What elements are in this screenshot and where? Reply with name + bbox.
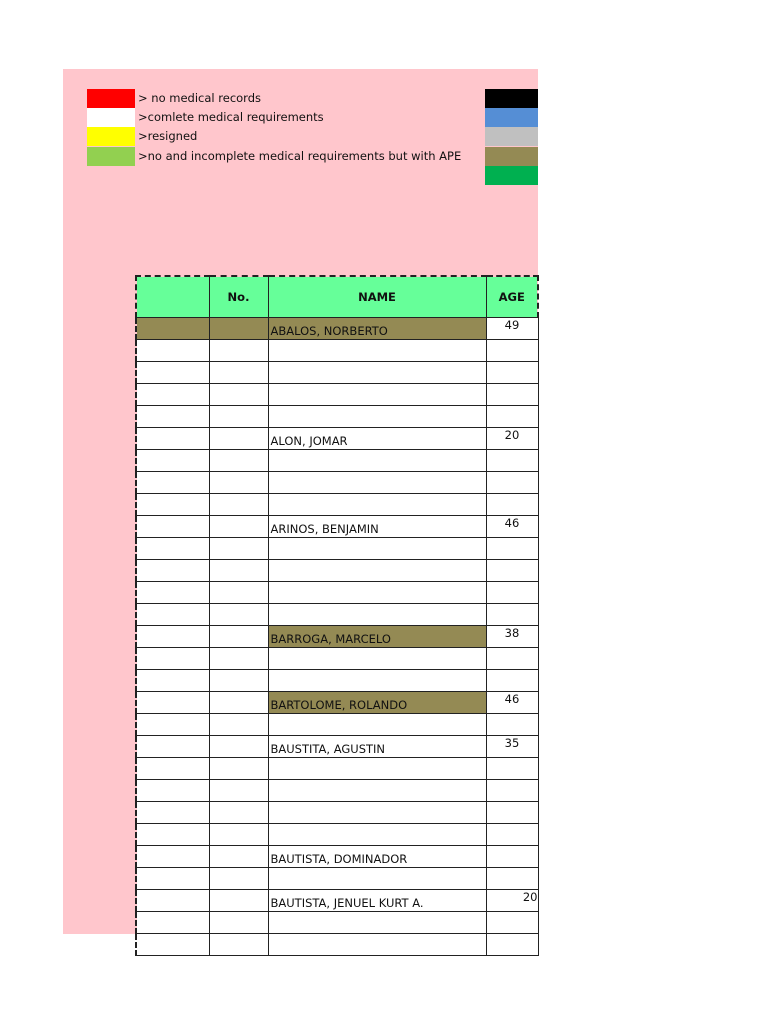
legend-swatch-red [87,89,135,108]
row-age-cell[interactable]: 46 [486,516,538,538]
row-age-cell[interactable] [486,824,538,846]
row-name-cell[interactable] [268,714,486,736]
table-row [136,736,538,758]
table-row [136,340,538,362]
row-no-cell[interactable] [209,406,268,428]
legend-label-resigned: >resigned [138,129,198,143]
right-swatch-gray [485,127,538,146]
row-no-cell[interactable] [209,846,268,868]
row-blank-cell[interactable] [136,824,209,846]
row-blank-cell[interactable] [136,758,209,780]
table-row [136,670,538,692]
legend-swatch-yellow [87,127,135,146]
row-name-cell[interactable] [268,384,486,406]
table-row [136,582,538,604]
row-blank-cell[interactable] [136,626,209,648]
row-age-cell[interactable] [486,802,538,824]
row-name-cell[interactable] [268,868,486,890]
row-blank-cell[interactable] [136,736,209,758]
row-no-cell[interactable] [209,604,268,626]
table-row [136,560,538,582]
row-no-cell[interactable] [209,758,268,780]
table-row [136,802,538,824]
row-no-cell[interactable] [209,802,268,824]
row-age-cell[interactable] [486,538,538,560]
row-name-cell[interactable] [268,494,486,516]
row-no-cell[interactable] [209,384,268,406]
row-name-cell[interactable] [268,362,486,384]
row-name-cell[interactable]: ABALOS, NORBERTO [268,318,486,340]
row-name-cell[interactable] [268,912,486,934]
table-row [136,406,538,428]
table-row [136,362,538,384]
row-blank-cell[interactable] [136,560,209,582]
row-blank-cell[interactable] [136,362,209,384]
row-blank-cell[interactable] [136,670,209,692]
row-name-cell[interactable] [268,538,486,560]
legend-swatch-green [87,147,135,166]
row-no-cell[interactable] [209,560,268,582]
table-row [136,538,538,560]
row-blank-cell[interactable] [136,406,209,428]
row-no-cell[interactable] [209,626,268,648]
table-row [136,648,538,670]
row-age-cell[interactable] [486,648,538,670]
header-age[interactable]: AGE [486,276,538,318]
row-name-cell[interactable]: ALON, JOMAR [268,428,486,450]
row-age-cell[interactable] [486,846,538,868]
row-age-cell[interactable]: 35 [486,736,538,758]
row-age-cell[interactable] [486,670,538,692]
row-name-cell[interactable]: BARROGA, MARCELO [268,626,486,648]
table-row [136,824,538,846]
row-no-cell[interactable] [209,912,268,934]
row-age-cell[interactable] [486,582,538,604]
table-row [136,868,538,890]
row-blank-cell[interactable] [136,494,209,516]
row-name-cell[interactable] [268,824,486,846]
employee-table [135,275,539,956]
row-no-cell[interactable] [209,340,268,362]
row-age-cell[interactable] [486,714,538,736]
right-swatch-green [485,166,538,185]
row-blank-cell[interactable] [136,450,209,472]
legend-label-ape: >no and incomplete medical requirements but with APE [138,149,462,163]
row-blank-cell[interactable] [136,340,209,362]
row-name-cell[interactable] [268,406,486,428]
row-no-cell[interactable] [209,428,268,450]
row-name-cell[interactable] [268,472,486,494]
row-blank-cell[interactable] [136,538,209,560]
header-no[interactable]: No. [209,276,268,318]
legend-label-complete: >comlete medical requirements [138,110,324,124]
table-row [136,714,538,736]
row-age-cell[interactable]: 20 [486,890,538,912]
table-row [136,912,538,934]
row-blank-cell[interactable] [136,604,209,626]
table-row [136,604,538,626]
row-age-cell[interactable] [486,868,538,890]
row-age-cell[interactable] [486,780,538,802]
row-blank-cell[interactable] [136,802,209,824]
row-age-cell[interactable]: 46 [486,692,538,714]
row-blank-cell[interactable] [136,318,209,340]
table-row [136,516,538,538]
row-no-cell[interactable] [209,868,268,890]
row-age-cell[interactable] [486,604,538,626]
row-blank-cell[interactable] [136,934,209,956]
row-no-cell[interactable] [209,516,268,538]
row-name-cell[interactable] [268,780,486,802]
header-name[interactable]: NAME [268,276,486,318]
row-blank-cell[interactable] [136,780,209,802]
table-row [136,450,538,472]
row-no-cell[interactable] [209,472,268,494]
row-no-cell[interactable] [209,736,268,758]
row-no-cell[interactable] [209,494,268,516]
table-row [136,758,538,780]
row-blank-cell[interactable] [136,890,209,912]
row-name-cell[interactable] [268,670,486,692]
row-no-cell[interactable] [209,450,268,472]
row-blank-cell[interactable] [136,516,209,538]
row-blank-cell[interactable] [136,384,209,406]
table-row [136,428,538,450]
legend-label-no-records: > no medical records [138,91,261,105]
row-name-cell[interactable] [268,560,486,582]
table-row [136,890,538,912]
row-blank-cell[interactable] [136,868,209,890]
row-name-cell[interactable] [268,450,486,472]
row-age-cell[interactable] [486,384,538,406]
table-row [136,934,538,956]
row-no-cell[interactable] [209,362,268,384]
row-blank-cell[interactable] [136,846,209,868]
table-row [136,384,538,406]
right-swatch-black [485,89,538,108]
table-row [136,846,538,868]
table-row [136,494,538,516]
row-age-cell[interactable] [486,912,538,934]
row-no-cell[interactable] [209,780,268,802]
table-row [136,780,538,802]
row-age-cell[interactable] [486,560,538,582]
row-blank-cell[interactable] [136,692,209,714]
row-name-cell[interactable] [268,582,486,604]
right-swatch-blue [485,108,538,127]
row-age-cell[interactable] [486,494,538,516]
row-name-cell[interactable]: BARTOLOME, ROLANDO [268,692,486,714]
row-age-cell[interactable] [486,934,538,956]
row-age-cell[interactable] [486,340,538,362]
row-blank-cell[interactable] [136,912,209,934]
row-age-cell[interactable] [486,472,538,494]
row-no-cell[interactable] [209,824,268,846]
row-no-cell[interactable] [209,670,268,692]
row-no-cell[interactable] [209,934,268,956]
row-blank-cell[interactable] [136,648,209,670]
row-age-cell[interactable]: 20 [486,428,538,450]
row-blank-cell[interactable] [136,472,209,494]
table-row [136,626,538,648]
row-blank-cell[interactable] [136,714,209,736]
row-name-cell[interactable] [268,648,486,670]
row-no-cell[interactable] [209,714,268,736]
row-age-cell[interactable] [486,406,538,428]
table-row [136,692,538,714]
table-row [136,318,538,340]
row-name-cell[interactable]: BAUTISTA, DOMINADOR [268,846,486,868]
table-row [136,472,538,494]
row-name-cell[interactable]: BAUSTITA, AGUSTIN [268,736,486,758]
row-name-cell[interactable] [268,340,486,362]
legend-swatch-white [87,108,135,127]
table-header-row [136,276,538,318]
row-name-cell[interactable] [268,604,486,626]
row-name-cell[interactable] [268,802,486,824]
row-no-cell[interactable] [209,318,268,340]
row-no-cell[interactable] [209,538,268,560]
row-no-cell[interactable] [209,648,268,670]
row-name-cell[interactable]: ARINOS, BENJAMIN [268,516,486,538]
row-blank-cell[interactable] [136,428,209,450]
row-age-cell[interactable]: 38 [486,626,538,648]
row-no-cell[interactable] [209,582,268,604]
row-name-cell[interactable] [268,758,486,780]
row-age-cell[interactable]: 49 [486,318,538,340]
row-name-cell[interactable]: BAUTISTA, JENUEL KURT A. [268,890,486,912]
row-age-cell[interactable] [486,450,538,472]
right-swatch-olive [485,147,538,166]
row-age-cell[interactable] [486,758,538,780]
row-blank-cell[interactable] [136,582,209,604]
row-no-cell[interactable] [209,890,268,912]
header-blank-cell[interactable] [136,276,209,318]
row-age-cell[interactable] [486,362,538,384]
row-no-cell[interactable] [209,692,268,714]
row-name-cell[interactable] [268,934,486,956]
